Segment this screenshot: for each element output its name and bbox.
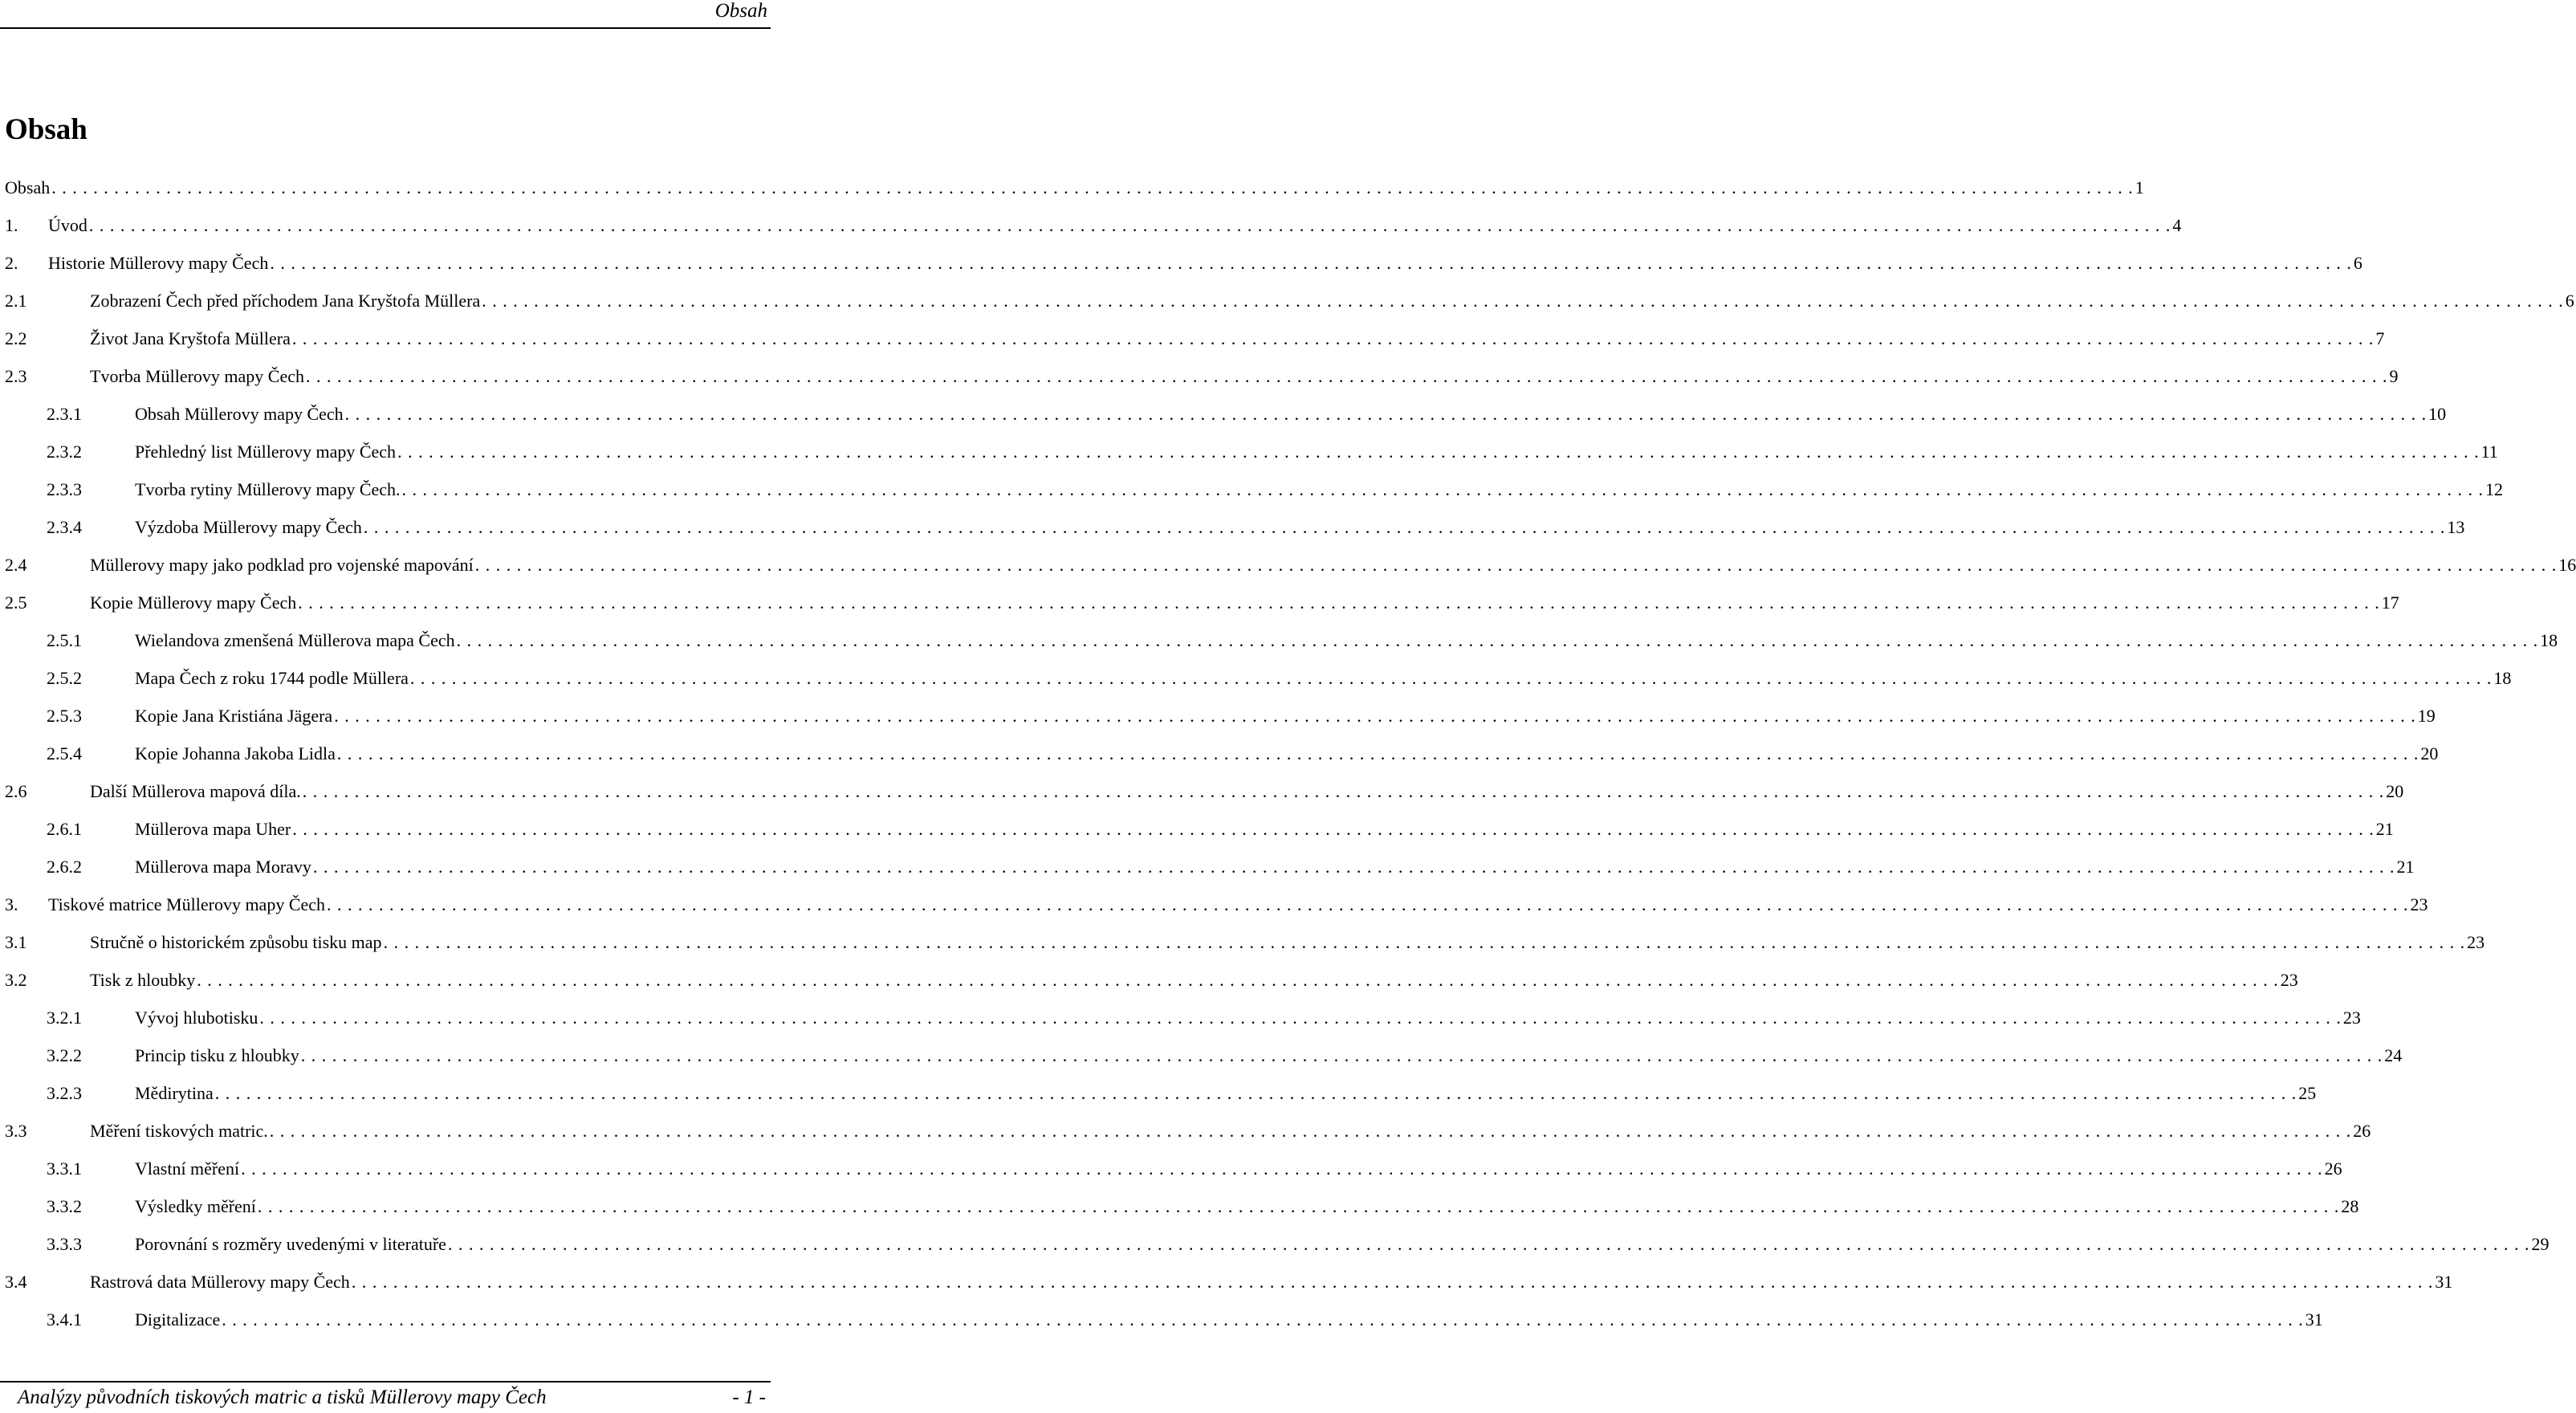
toc-entry-title: Porovnání s rozměry uvedenými v literatuře bbox=[135, 1234, 446, 1254]
toc-entry-line bbox=[48, 244, 2362, 282]
toc-entry-number: 2.2 bbox=[5, 328, 27, 348]
toc-entry-line bbox=[90, 282, 2574, 320]
toc-entry[interactable] bbox=[0, 923, 2485, 961]
toc-entry-line bbox=[90, 584, 2399, 621]
toc-entry-title: Rastrová data Müllerovy mapy Čech bbox=[90, 1272, 350, 1292]
toc-entry[interactable] bbox=[0, 320, 2385, 357]
toc-dot-leader: . . . . . . . . . . . . . . . . . . . . . . . . . . . . . . . . . . . . . . . . . . . . . . . . . . . . . . . . . . . . . . . . . . . . . . . . . . . . . . . . . . . . . . . . . . . . . . . . . . . . . . . . . . . . . . . . . . . . . . . . . . . . . . . . . . . . . . . . . . . . . . . . . . . . . . . . . . . . . . . . . . . . . . . . . . . . . . . . . . . . . . . . . . . . . . . . . . . . . . . . bbox=[409, 668, 2493, 688]
toc-entry-page: 23 bbox=[2467, 932, 2485, 952]
toc-entry[interactable] bbox=[0, 621, 2558, 659]
toc-entry-line bbox=[90, 320, 2385, 357]
toc-entry-title: Historie Müllerovy mapy Čech bbox=[48, 253, 269, 273]
toc-entry[interactable] bbox=[0, 508, 2465, 546]
toc-entry-title: Princip tisku z hloubky bbox=[135, 1045, 299, 1065]
toc-dot-leader: . . . . . . . . . . . . . . . . . . . . . . . . . . . . . . . . . . . . . . . . . . . . . . . . . . . . . . . . . . . . . . . . . . . . . . . . . . . . . . . . . . . . . . . . . . . . . . . . . . . . . . . . . . . . . . . . . . . . . . . . . . . . . . . . . . . . . . . . . . . . . . . . . . . . . . . . . . . . . . . . . . . . . . . . . . . . . . . . . . . . . . . . . . . . . . . . . . . . . . . . bbox=[447, 1234, 2530, 1254]
toc-entry[interactable] bbox=[0, 470, 2504, 508]
toc-entry-title: Tvorba Müllerovy mapy Čech bbox=[90, 366, 304, 386]
toc-entry-page: 1 bbox=[2134, 177, 2144, 197]
toc-entry-number: 3.1 bbox=[5, 932, 27, 952]
toc-entry-page: 23 bbox=[2342, 1008, 2361, 1028]
toc-entry[interactable] bbox=[0, 810, 2394, 848]
toc-entry-title: Tvorba rytiny Müllerovy mapy Čech. bbox=[135, 479, 401, 499]
toc-entry-line bbox=[135, 1187, 2359, 1225]
toc-entry-title: Vlastní měření bbox=[135, 1158, 240, 1179]
toc-entry-number: 1. bbox=[5, 215, 18, 235]
toc-entry-title: Tiskové matrice Müllerovy mapy Čech bbox=[48, 894, 326, 914]
toc-entry-number: 2.6.2 bbox=[47, 857, 82, 877]
toc-entry-title: Měření tiskových matric. bbox=[90, 1121, 268, 1141]
page-title: Obsah bbox=[5, 113, 87, 146]
toc-entry-title: Výzdoba Müllerovy mapy Čech bbox=[135, 517, 362, 537]
toc-entry-line bbox=[5, 169, 2144, 206]
toc-entry-line bbox=[135, 433, 2498, 470]
toc-entry-title: Obsah Müllerovy mapy Čech bbox=[135, 404, 344, 424]
toc-entry-line bbox=[135, 508, 2465, 546]
toc-entry-line bbox=[90, 923, 2485, 961]
toc-entry-title: Kopie Müllerovy mapy Čech bbox=[90, 592, 297, 613]
toc-entry-line bbox=[135, 1150, 2342, 1187]
toc-entry-line bbox=[135, 697, 2436, 735]
toc-entry[interactable] bbox=[0, 1263, 2453, 1301]
toc-entry-line bbox=[135, 999, 2361, 1036]
toc-entry-page: 21 bbox=[2396, 857, 2415, 877]
toc-entry-page: 18 bbox=[2493, 668, 2512, 688]
toc-entry-number: 3.2.2 bbox=[47, 1045, 82, 1065]
toc-entry-page: 28 bbox=[2341, 1196, 2359, 1216]
toc-dot-leader: . . . . . . . . . . . . . . . . . . . . . . . . . . . . . . . . . . . . . . . . . . . . . . . . . . . . . . . . . . . . . . . . . . . . . . . . . . . . . . . . . . . . . . . . . . . . . . . . . . . . . . . . . . . . . . . . . . . . . . . . . . . . . . . . . . . . . . . . . . . . . . . . . . . . . . . . . . . . . . . . . . . . . . . . . . . . . . . . . . . . . . . . . . . . . . . . . . . . . . . . bbox=[456, 630, 2539, 650]
toc-entry[interactable] bbox=[0, 961, 2298, 999]
toc-entry-page: 4 bbox=[2172, 215, 2182, 235]
toc-entry[interactable] bbox=[0, 1301, 2323, 1338]
toc-entry-number: 2.3.1 bbox=[47, 404, 82, 424]
toc-entry-line bbox=[135, 1036, 2403, 1074]
toc-entry-title: Tisk z hloubky bbox=[90, 970, 196, 990]
toc-entry-number: 2.5.2 bbox=[47, 668, 82, 688]
toc-entry-title: Müllerovy mapy jako podklad pro vojenské mapování bbox=[90, 555, 474, 575]
toc-entry-page: 21 bbox=[2375, 819, 2394, 839]
toc-entry-line bbox=[135, 1225, 2550, 1263]
page-footer bbox=[0, 1381, 771, 1413]
toc-entry-page: 19 bbox=[2417, 706, 2436, 726]
toc-dot-leader: . . . . . . . . . . . . . . . . . . . . . . . . . . . . . . . . . . . . . . . . . . . . . . . . . . . . . . . . . . . . . . . . . . . . . . . . . . . . . . . . . . . . . . . . . . . . . . . . . . . . . . . . . . . . . . . . . . . . . . . . . . . . . . . . . . . . . . . . . . . . . . . . . . . . . . . . . . . . . . . . . . . . . . . . . . . . . . . . . . . . . . . . . . . . . . . . . . . . . . . . bbox=[214, 1083, 2297, 1103]
running-header-title: Obsah bbox=[714, 0, 767, 22]
toc-entry-page: 25 bbox=[2298, 1083, 2317, 1103]
toc-dot-leader: . . . . . . . . . . . . . . . . . . . . . . . . . . . . . . . . . . . . . . . . . . . . . . . . . . . . . . . . . . . . . . . . . . . . . . . . . . . . . . . . . . . . . . . . . . . . . . . . . . . . . . . . . . . . . . . . . . . . . . . . . . . . . . . . . . . . . . . . . . . . . . . . . . . . . . . . . . . . . . . . . . . . . . . . . . . . . . . . . . . . . . . . . . . . . . . . . . . . . . . . bbox=[292, 819, 2375, 839]
toc-entry[interactable] bbox=[0, 282, 2574, 320]
toc-entry-number: 3.3 bbox=[5, 1121, 27, 1141]
toc-entry[interactable] bbox=[0, 357, 2399, 395]
toc-entry[interactable] bbox=[0, 206, 2182, 244]
toc-entry-line bbox=[135, 395, 2447, 433]
toc-dot-leader: . . . . . . . . . . . . . . . . . . . . . . . . . . . . . . . . . . . . . . . . . . . . . . . . . . . . . . . . . . . . . . . . . . . . . . . . . . . . . . . . . . . . . . . . . . . . . . . . . . . . . . . . . . . . . . . . . . . . . . . . . . . . . . . . . . . . . . . . . . . . . . . . . . . . . . . . . . . . . . . . . . . . . . . . . . . . . . . . . . . . . . . . . . . . . . . . . . . . . . . . bbox=[482, 291, 2564, 311]
toc-entry-page: 11 bbox=[2480, 442, 2498, 462]
toc-entry[interactable] bbox=[0, 659, 2512, 697]
toc-entry-number: 3.3.2 bbox=[47, 1196, 82, 1216]
toc-entry-page: 26 bbox=[2353, 1121, 2371, 1141]
toc-dot-leader: . . . . . . . . . . . . . . . . . . . . . . . . . . . . . . . . . . . . . . . . . . . . . . . . . . . . . . . . . . . . . . . . . . . . . . . . . . . . . . . . . . . . . . . . . . . . . . . . . . . . . . . . . . . . . . . . . . . . . . . . . . . . . . . . . . . . . . . . . . . . . . . . . . . . . . . . . . . . . . . . . . . . . . . . . . . . . . . . . . . . . . . . . . . . . . . . . . . . . . . . bbox=[397, 442, 2480, 462]
toc-entry-title: Wielandova zmenšená Müllerova mapa Čech bbox=[135, 630, 455, 650]
toc-entry-title: Výsledky měření bbox=[135, 1196, 256, 1216]
footer-document-title: Analýzy původních tiskových matric a tisků Müllerovy mapy Čech bbox=[18, 1387, 547, 1408]
toc-entry[interactable] bbox=[0, 697, 2436, 735]
toc-entry-line bbox=[90, 961, 2298, 999]
toc-dot-leader: . . . . . . . . . . . . . . . . . . . . . . . . . . . . . . . . . . . . . . . . . . . . . . . . . . . . . . . . . . . . . . . . . . . . . . . . . . . . . . . . . . . . . . . . . . . . . . . . . . . . . . . . . . . . . . . . . . . . . . . . . . . . . . . . . . . . . . . . . . . . . . . . . . . . . . . . . . . . . . . . . . . . . . . . . . . . . . . . . . . . . . . . . . . . . . . . . . . . . . . . bbox=[401, 479, 2484, 499]
toc-entry-title: Kopie Jana Kristiána Jägera bbox=[135, 706, 333, 726]
toc-dot-leader: . . . . . . . . . . . . . . . . . . . . . . . . . . . . . . . . . . . . . . . . . . . . . . . . . . . . . . . . . . . . . . . . . . . . . . . . . . . . . . . . . . . . . . . . . . . . . . . . . . . . . . . . . . . . . . . . . . . . . . . . . . . . . . . . . . . . . . . . . . . . . . . . . . . . . . . . . . . . . . . . . . . . . . . . . . . . . . . . . . . . . . . . . . . . . . . . . . . . . . . . bbox=[327, 894, 2409, 914]
toc-entry-page: 23 bbox=[2410, 894, 2428, 914]
toc-entry-number: 3.2.1 bbox=[47, 1008, 82, 1028]
toc-dot-leader: . . . . . . . . . . . . . . . . . . . . . . . . . . . . . . . . . . . . . . . . . . . . . . . . . . . . . . . . . . . . . . . . . . . . . . . . . . . . . . . . . . . . . . . . . . . . . . . . . . . . . . . . . . . . . . . . . . . . . . . . . . . . . . . . . . . . . . . . . . . . . . . . . . . . . . . . . . . . . . . . . . . . . . . . . . . . . . . . . . . . . . . . . . . . . . . . . . . . . . . . bbox=[298, 592, 2380, 613]
toc-entry-title: Müllerova mapa Moravy bbox=[135, 857, 311, 877]
toc-entry-title: Müllerova mapa Uher bbox=[135, 819, 291, 839]
toc-dot-leader: . . . . . . . . . . . . . . . . . . . . . . . . . . . . . . . . . . . . . . . . . . . . . . . . . . . . . . . . . . . . . . . . . . . . . . . . . . . . . . . . . . . . . . . . . . . . . . . . . . . . . . . . . . . . . . . . . . . . . . . . . . . . . . . . . . . . . . . . . . . . . . . . . . . . . . . . . . . . . . . . . . . . . . . . . . . . . . . . . . . . . . . . . . . . . . . . . . . . . . . . bbox=[241, 1158, 2323, 1179]
toc-entry-page: 7 bbox=[2375, 328, 2385, 348]
toc-entry-page: 26 bbox=[2324, 1158, 2342, 1179]
toc-dot-leader: . . . . . . . . . . . . . . . . . . . . . . . . . . . . . . . . . . . . . . . . . . . . . . . . . . . . . . . . . . . . . . . . . . . . . . . . . . . . . . . . . . . . . . . . . . . . . . . . . . . . . . . . . . . . . . . . . . . . . . . . . . . . . . . . . . . . . . . . . . . . . . . . . . . . . . . . . . . . . . . . . . . . . . . . . . . . . . . . . . . . . . . . . . . . . . . . . . . . . . . . bbox=[302, 781, 2385, 801]
toc-entry-title: Úvod bbox=[48, 215, 87, 235]
toc-entry[interactable] bbox=[0, 433, 2498, 470]
toc-entry-page: 10 bbox=[2428, 404, 2447, 424]
toc-entry-number: 2.3.2 bbox=[47, 442, 82, 462]
toc-entry-number: 2.3 bbox=[5, 366, 27, 386]
toc-entry[interactable] bbox=[0, 886, 2428, 923]
toc-dot-leader: . . . . . . . . . . . . . . . . . . . . . . . . . . . . . . . . . . . . . . . . . . . . . . . . . . . . . . . . . . . . . . . . . . . . . . . . . . . . . . . . . . . . . . . . . . . . . . . . . . . . . . . . . . . . . . . . . . . . . . . . . . . . . . . . . . . . . . . . . . . . . . . . . . . . . . . . . . . . . . . . . . . . . . . . . . . . . . . . . . . . . . . . . . . . . . . . . . . . . . . . bbox=[336, 743, 2419, 764]
toc-entry-page: 20 bbox=[2386, 781, 2404, 801]
toc-entry-title: Kopie Johanna Jakoba Lidla bbox=[135, 743, 336, 764]
toc-entry-number: 2.5.4 bbox=[47, 743, 82, 764]
toc-entry-number: 3.3.3 bbox=[47, 1234, 82, 1254]
toc-entry-page: 18 bbox=[2540, 630, 2558, 650]
toc-entry-number: 2.1 bbox=[5, 291, 27, 311]
toc-entry-line bbox=[90, 546, 2576, 584]
toc-entry-line bbox=[135, 1074, 2317, 1112]
toc-dot-leader: . . . . . . . . . . . . . . . . . . . . . . . . . . . . . . . . . . . . . . . . . . . . . . . . . . . . . . . . . . . . . . . . . . . . . . . . . . . . . . . . . . . . . . . . . . . . . . . . . . . . . . . . . . . . . . . . . . . . . . . . . . . . . . . . . . . . . . . . . . . . . . . . . . . . . . . . . . . . . . . . . . . . . . . . . . . . . . . . . . . . . . . . . . . . . . . . . . . . . . . . bbox=[306, 366, 2388, 386]
toc-entry-title: Digitalizace bbox=[135, 1309, 221, 1330]
toc-entry-line bbox=[90, 1112, 2371, 1150]
toc-entry-line bbox=[90, 1263, 2453, 1301]
toc-entry-line bbox=[135, 621, 2558, 659]
toc-entry-page: 31 bbox=[2435, 1272, 2453, 1292]
toc-entry-number: 2.6.1 bbox=[47, 819, 82, 839]
toc-entry-number: 3. bbox=[5, 894, 18, 914]
toc-dot-leader: . . . . . . . . . . . . . . . . . . . . . . . . . . . . . . . . . . . . . . . . . . . . . . . . . . . . . . . . . . . . . . . . . . . . . . . . . . . . . . . . . . . . . . . . . . . . . . . . . . . . . . . . . . . . . . . . . . . . . . . . . . . . . . . . . . . . . . . . . . . . . . . . . . . . . . . . . . . . . . . . . . . . . . . . . . . . . . . . . . . . . . . . . . . . . . . . . . . . . . . . bbox=[222, 1309, 2304, 1330]
running-header bbox=[0, 0, 771, 29]
toc-entry[interactable] bbox=[0, 1225, 2550, 1263]
toc-dot-leader: . . . . . . . . . . . . . . . . . . . . . . . . . . . . . . . . . . . . . . . . . . . . . . . . . . . . . . . . . . . . . . . . . . . . . . . . . . . . . . . . . . . . . . . . . . . . . . . . . . . . . . . . . . . . . . . . . . . . . . . . . . . . . . . . . . . . . . . . . . . . . . . . . . . . . . . . . . . . . . . . . . . . . . . . . . . . . . . . . . . . . . . . . . . . . . . . . . . . . . . . bbox=[88, 215, 2171, 235]
toc-entry-number: 2.3.4 bbox=[47, 517, 82, 537]
toc-dot-leader: . . . . . . . . . . . . . . . . . . . . . . . . . . . . . . . . . . . . . . . . . . . . . . . . . . . . . . . . . . . . . . . . . . . . . . . . . . . . . . . . . . . . . . . . . . . . . . . . . . . . . . . . . . . . . . . . . . . . . . . . . . . . . . . . . . . . . . . . . . . . . . . . . . . . . . . . . . . . . . . . . . . . . . . . . . . . . . . . . . . . . . . . . . . . . . . . . . . . . . . . bbox=[383, 932, 2466, 952]
toc-entry-page: 29 bbox=[2531, 1234, 2550, 1254]
toc-dot-leader: . . . . . . . . . . . . . . . . . . . . . . . . . . . . . . . . . . . . . . . . . . . . . . . . . . . . . . . . . . . . . . . . . . . . . . . . . . . . . . . . . . . . . . . . . . . . . . . . . . . . . . . . . . . . . . . . . . . . . . . . . . . . . . . . . . . . . . . . . . . . . . . . . . . . . . . . . . . . . . . . . . . . . . . . . . . . . . . . . . . . . . . . . . . . . . . . . . . . . . . . bbox=[257, 1196, 2340, 1216]
toc-entry[interactable] bbox=[0, 584, 2399, 621]
toc-entry-page: 31 bbox=[2305, 1309, 2323, 1330]
toc-entry-title: Mapa Čech z roku 1744 podle Müllera bbox=[135, 668, 409, 688]
toc-entry-page: 13 bbox=[2447, 517, 2465, 537]
toc-entry-page: 6 bbox=[2353, 253, 2362, 273]
toc-entry-line bbox=[135, 735, 2439, 772]
toc-entry-title: Mědirytina bbox=[135, 1083, 214, 1103]
toc-entry[interactable] bbox=[0, 999, 2361, 1036]
toc-entry-title: Stručně o historickém způsobu tisku map bbox=[90, 932, 382, 952]
toc-entry-number: 2.3.3 bbox=[47, 479, 82, 499]
toc-entry-number: 2. bbox=[5, 253, 18, 273]
toc-dot-leader: . . . . . . . . . . . . . . . . . . . . . . . . . . . . . . . . . . . . . . . . . . . . . . . . . . . . . . . . . . . . . . . . . . . . . . . . . . . . . . . . . . . . . . . . . . . . . . . . . . . . . . . . . . . . . . . . . . . . . . . . . . . . . . . . . . . . . . . . . . . . . . . . . . . . . . . . . . . . . . . . . . . . . . . . . . . . . . . . . . . . . . . . . . . . . . . . . . . . . . . . bbox=[334, 706, 2416, 726]
toc-entry-number: 3.3.1 bbox=[47, 1158, 82, 1179]
toc-entry-line bbox=[135, 659, 2512, 697]
toc-dot-leader: . . . . . . . . . . . . . . . . . . . . . . . . . . . . . . . . . . . . . . . . . . . . . . . . . . . . . . . . . . . . . . . . . . . . . . . . . . . . . . . . . . . . . . . . . . . . . . . . . . . . . . . . . . . . . . . . . . . . . . . . . . . . . . . . . . . . . . . . . . . . . . . . . . . . . . . . . . . . . . . . . . . . . . . . . . . . . . . . . . . . . . . . . . . . . . . . . . . . . . . . bbox=[197, 970, 2279, 990]
toc-entry-number: 3.4.1 bbox=[47, 1309, 82, 1330]
toc-dot-leader: . . . . . . . . . . . . . . . . . . . . . . . . . . . . . . . . . . . . . . . . . . . . . . . . . . . . . . . . . . . . . . . . . . . . . . . . . . . . . . . . . . . . . . . . . . . . . . . . . . . . . . . . . . . . . . . . . . . . . . . . . . . . . . . . . . . . . . . . . . . . . . . . . . . . . . . . . . . . . . . . . . . . . . . . . . . . . . . . . . . . . . . . . . . . . . . . . . . . . . . . bbox=[270, 253, 2352, 273]
toc-entry-page: 12 bbox=[2485, 479, 2504, 499]
toc-entry[interactable] bbox=[0, 735, 2439, 772]
toc-dot-leader: . . . . . . . . . . . . . . . . . . . . . . . . . . . . . . . . . . . . . . . . . . . . . . . . . . . . . . . . . . . . . . . . . . . . . . . . . . . . . . . . . . . . . . . . . . . . . . . . . . . . . . . . . . . . . . . . . . . . . . . . . . . . . . . . . . . . . . . . . . . . . . . . . . . . . . . . . . . . . . . . . . . . . . . . . . . . . . . . . . . . . . . . . . . . . . . . . . . . . . . . bbox=[291, 328, 2375, 348]
toc-entry-number: 3.2 bbox=[5, 970, 27, 990]
toc-entry-number: 2.5 bbox=[5, 592, 27, 613]
toc-entry-line bbox=[48, 886, 2428, 923]
toc-entry[interactable] bbox=[0, 1150, 2342, 1187]
toc-entry-line bbox=[90, 357, 2399, 395]
toc-entry[interactable] bbox=[0, 1187, 2359, 1225]
toc-dot-leader: . . . . . . . . . . . . . . . . . . . . . . . . . . . . . . . . . . . . . . . . . . . . . . . . . . . . . . . . . . . . . . . . . . . . . . . . . . . . . . . . . . . . . . . . . . . . . . . . . . . . . . . . . . . . . . . . . . . . . . . . . . . . . . . . . . . . . . . . . . . . . . . . . . . . . . . . . . . . . . . . . . . . . . . . . . . . . . . . . . . . . . . . . . . . . . . . . . . . . . . . bbox=[300, 1045, 2383, 1065]
toc-entry-line bbox=[135, 810, 2394, 848]
toc-entry-number: 2.5.3 bbox=[47, 706, 82, 726]
toc-entry[interactable] bbox=[0, 169, 2144, 206]
toc-entry-title: Přehledný list Müllerovy mapy Čech bbox=[135, 442, 397, 462]
toc-entry-line bbox=[135, 1301, 2323, 1338]
toc-entry-title: Zobrazení Čech před příchodem Jana Kryštofa Müllera bbox=[90, 291, 481, 311]
toc-entry[interactable] bbox=[0, 772, 2404, 810]
toc-entry-page: 6 bbox=[2565, 291, 2574, 311]
table-of-contents bbox=[0, 169, 2576, 1338]
toc-entry-number: 3.2.3 bbox=[47, 1083, 82, 1103]
toc-entry-title: Další Müllerova mapová díla. bbox=[90, 781, 301, 801]
toc-entry-page: 17 bbox=[2381, 592, 2399, 613]
toc-entry-page: 9 bbox=[2389, 366, 2399, 386]
toc-entry[interactable] bbox=[0, 1074, 2317, 1112]
toc-dot-leader: . . . . . . . . . . . . . . . . . . . . . . . . . . . . . . . . . . . . . . . . . . . . . . . . . . . . . . . . . . . . . . . . . . . . . . . . . . . . . . . . . . . . . . . . . . . . . . . . . . . . . . . . . . . . . . . . . . . . . . . . . . . . . . . . . . . . . . . . . . . . . . . . . . . . . . . . . . . . . . . . . . . . . . . . . . . . . . . . . . . . . . . . . . . . . . . . . . . . . . . . bbox=[259, 1008, 2342, 1028]
toc-entry[interactable] bbox=[0, 848, 2415, 886]
toc-entry[interactable] bbox=[0, 1112, 2371, 1150]
toc-entry-line bbox=[48, 206, 2182, 244]
toc-entry-line bbox=[90, 772, 2404, 810]
toc-entry-page: 23 bbox=[2280, 970, 2298, 990]
toc-dot-leader: . . . . . . . . . . . . . . . . . . . . . . . . . . . . . . . . . . . . . . . . . . . . . . . . . . . . . . . . . . . . . . . . . . . . . . . . . . . . . . . . . . . . . . . . . . . . . . . . . . . . . . . . . . . . . . . . . . . . . . . . . . . . . . . . . . . . . . . . . . . . . . . . . . . . . . . . . . . . . . . . . . . . . . . . . . . . . . . . . . . . . . . . . . . . . . . . . . . . . . . . bbox=[344, 404, 2427, 424]
toc-entry[interactable] bbox=[0, 395, 2447, 433]
toc-dot-leader: . . . . . . . . . . . . . . . . . . . . . . . . . . . . . . . . . . . . . . . . . . . . . . . . . . . . . . . . . . . . . . . . . . . . . . . . . . . . . . . . . . . . . . . . . . . . . . . . . . . . . . . . . . . . . . . . . . . . . . . . . . . . . . . . . . . . . . . . . . . . . . . . . . . . . . . . . . . . . . . . . . . . . . . . . . . . . . . . . . . . . . . . . . . . . . . . . . . . . . . . bbox=[312, 857, 2395, 877]
toc-dot-leader: . . . . . . . . . . . . . . . . . . . . . . . . . . . . . . . . . . . . . . . . . . . . . . . . . . . . . . . . . . . . . . . . . . . . . . . . . . . . . . . . . . . . . . . . . . . . . . . . . . . . . . . . . . . . . . . . . . . . . . . . . . . . . . . . . . . . . . . . . . . . . . . . . . . . . . . . . . . . . . . . . . . . . . . . . . . . . . . . . . . . . . . . . . . . . . . . . . . . . . . . bbox=[474, 555, 2558, 575]
toc-dot-leader: . . . . . . . . . . . . . . . . . . . . . . . . . . . . . . . . . . . . . . . . . . . . . . . . . . . . . . . . . . . . . . . . . . . . . . . . . . . . . . . . . . . . . . . . . . . . . . . . . . . . . . . . . . . . . . . . . . . . . . . . . . . . . . . . . . . . . . . . . . . . . . . . . . . . . . . . . . . . . . . . . . . . . . . . . . . . . . . . . . . . . . . . . . . . . . . . . . . . . . . . bbox=[51, 177, 2134, 197]
toc-entry-title: Obsah bbox=[5, 177, 51, 197]
toc-dot-leader: . . . . . . . . . . . . . . . . . . . . . . . . . . . . . . . . . . . . . . . . . . . . . . . . . . . . . . . . . . . . . . . . . . . . . . . . . . . . . . . . . . . . . . . . . . . . . . . . . . . . . . . . . . . . . . . . . . . . . . . . . . . . . . . . . . . . . . . . . . . . . . . . . . . . . . . . . . . . . . . . . . . . . . . . . . . . . . . . . . . . . . . . . . . . . . . . . . . . . . . . bbox=[269, 1121, 2352, 1141]
toc-entry-title: Život Jana Kryštofa Müllera bbox=[90, 328, 291, 348]
toc-entry-page: 20 bbox=[2420, 743, 2439, 764]
toc-dot-leader: . . . . . . . . . . . . . . . . . . . . . . . . . . . . . . . . . . . . . . . . . . . . . . . . . . . . . . . . . . . . . . . . . . . . . . . . . . . . . . . . . . . . . . . . . . . . . . . . . . . . . . . . . . . . . . . . . . . . . . . . . . . . . . . . . . . . . . . . . . . . . . . . . . . . . . . . . . . . . . . . . . . . . . . . . . . . . . . . . . . . . . . . . . . . . . . . . . . . . . . . bbox=[363, 517, 2446, 537]
toc-entry-page: 24 bbox=[2384, 1045, 2403, 1065]
toc-entry-number: 2.4 bbox=[5, 555, 27, 575]
toc-entry[interactable] bbox=[0, 1036, 2403, 1074]
toc-entry-number: 2.6 bbox=[5, 781, 27, 801]
toc-entry-title: Vývoj hlubotisku bbox=[135, 1008, 258, 1028]
toc-dot-leader: . . . . . . . . . . . . . . . . . . . . . . . . . . . . . . . . . . . . . . . . . . . . . . . . . . . . . . . . . . . . . . . . . . . . . . . . . . . . . . . . . . . . . . . . . . . . . . . . . . . . . . . . . . . . . . . . . . . . . . . . . . . . . . . . . . . . . . . . . . . . . . . . . . . . . . . . . . . . . . . . . . . . . . . . . . . . . . . . . . . . . . . . . . . . . . . . . . . . . . . . bbox=[351, 1272, 2434, 1292]
toc-entry-page: 16 bbox=[2558, 555, 2576, 575]
toc-entry-line bbox=[135, 848, 2415, 886]
footer-page-number: - 1 - bbox=[732, 1387, 766, 1408]
toc-entry[interactable] bbox=[0, 546, 2576, 584]
toc-entry-number: 3.4 bbox=[5, 1272, 27, 1292]
toc-entry-line bbox=[135, 470, 2504, 508]
toc-entry[interactable] bbox=[0, 244, 2362, 282]
toc-entry-number: 2.5.1 bbox=[47, 630, 82, 650]
